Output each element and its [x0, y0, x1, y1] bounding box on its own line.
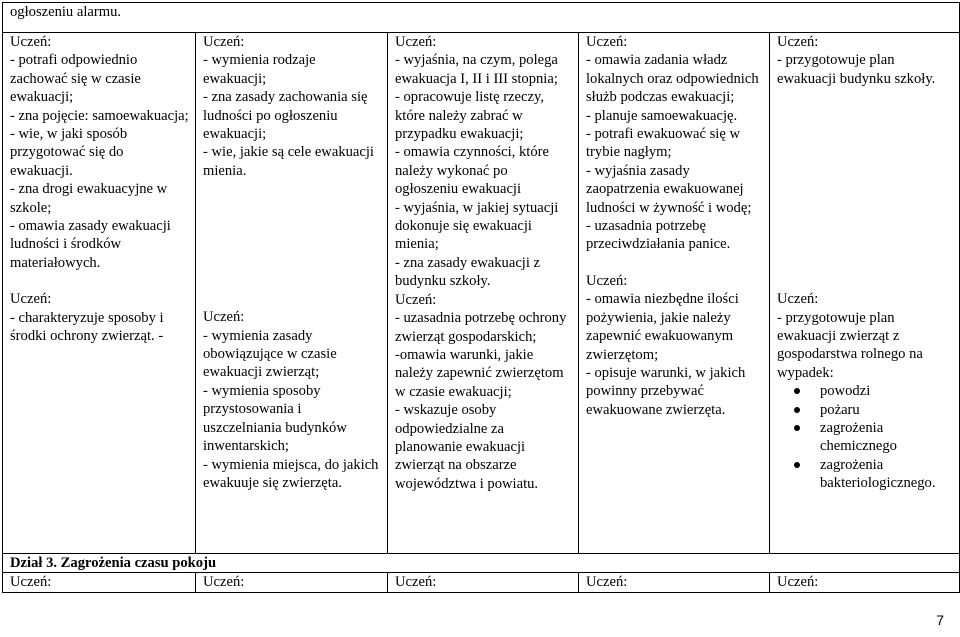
last-cell: Uczeń:: [196, 573, 388, 592]
col4-block-2: Uczeń: - omawia niezbędne ilości pożywienia, jakie należy zapewnić ewakuowanym zwierzętom; - opisuje warunki, w jakich powinny przebywać ewakuowane zwierzęta.: [586, 272, 746, 418]
bullet-list: [777, 382, 953, 492]
list-item: zagrożenia bakteriologicznego.: [820, 456, 953, 493]
column-1: [3, 33, 196, 554]
column-5: [770, 33, 960, 554]
continued-text: ogłoszeniu alarmu.: [3, 3, 960, 33]
last-cell: Uczeń:: [388, 573, 579, 592]
last-cell: Uczeń:: [579, 573, 770, 592]
column-2: [196, 33, 388, 554]
table-row-content: [3, 33, 960, 554]
section-heading: Dział 3. Zagrożenia czasu pokoju: [3, 554, 960, 573]
col2-block-2: Uczeń: - wymienia zasady obowiązujące w czasie ewakuacji zwierząt; - wymienia sposoby przystosowania i uszczelniania budynków inwentarskich; - wymienia miejsca, do jakich ewakuuje się zwierzęta.: [203, 309, 379, 491]
col3-block-1: Uczeń: - wyjaśnia, na czym, polega ewakuacja I, II i III stopnia; - opracowuje listę rzeczy, które należy zabrać w przypadku ewakuacji; - omawia czynności, które należy wykonać po ogłoszeniu ewakuacji - wyjaśnia, w jakiej sytuacji dokonuje się ewakuacji mienia; - zna zasady ewakuacji z budynku szkoły.: [395, 34, 559, 290]
col4-block-1: Uczeń: - omawia zadania władz lokalnych oraz odpowiednich służb podczas ewakuacji; - planuje samoewakuację. - potrafi ewakuować się w trybie nagłym; - wyjaśnia zasady zaopatrzenia ewakuowanej ludności w żywność i wodę; - uzasadnia potrzebę przeciwdziałania panice.: [586, 34, 759, 253]
column-4: [579, 33, 770, 554]
table-row-section: [3, 554, 960, 573]
column-3: [388, 33, 579, 554]
curriculum-table: [2, 2, 960, 593]
page-number: 7: [936, 611, 944, 628]
list-item: pożaru: [820, 401, 953, 419]
table-row-last: [3, 573, 960, 592]
col1-block-1: Uczeń: - potrafi odpowiednio zachować się w czasie ewakuacji; - zna pojęcie: samoewakuacja; - wie, w jaki sposób przygotować się do ewakuacji. - zna drogi ewakuacyjne w szkole; - omawia zasady ewakuacji ludności i środków materiałowych.: [10, 34, 189, 271]
col5-block-2: Uczeń: - przygotowuje plan ewakuacji zwierząt z gospodarstwa rolnego na wypadek:: [777, 291, 923, 381]
last-cell: Uczeń:: [770, 573, 960, 592]
list-item: powodzi: [820, 382, 953, 400]
col2-block-1: Uczeń: - wymienia rodzaje ewakuacji; - zna zasady zachowania się ludności po ogłoszeniu ewakuacji; - wie, jakie są cele ewakuacji mienia.: [203, 34, 374, 179]
col1-block-2: Uczeń: - charakteryzuje sposoby i środki ochrony zwierząt. -: [10, 291, 164, 345]
table-row-top: [3, 3, 960, 33]
list-item: zagrożenia chemicznego: [820, 419, 953, 456]
col5-block-1: Uczeń: - przygotowuje plan ewakuacji budynku szkoły.: [777, 34, 936, 87]
col3-block-2: Uczeń: - uzasadnia potrzebę ochrony zwierząt gospodarskich; -omawia warunki, jakie należy zapewnić zwierzętom w czasie ewakuacji; - wskazuje osoby odpowiedzialne za planowanie ewakuacji zwierząt na obszarze województwa i powiatu.: [395, 291, 567, 492]
last-cell: Uczeń:: [3, 573, 196, 592]
